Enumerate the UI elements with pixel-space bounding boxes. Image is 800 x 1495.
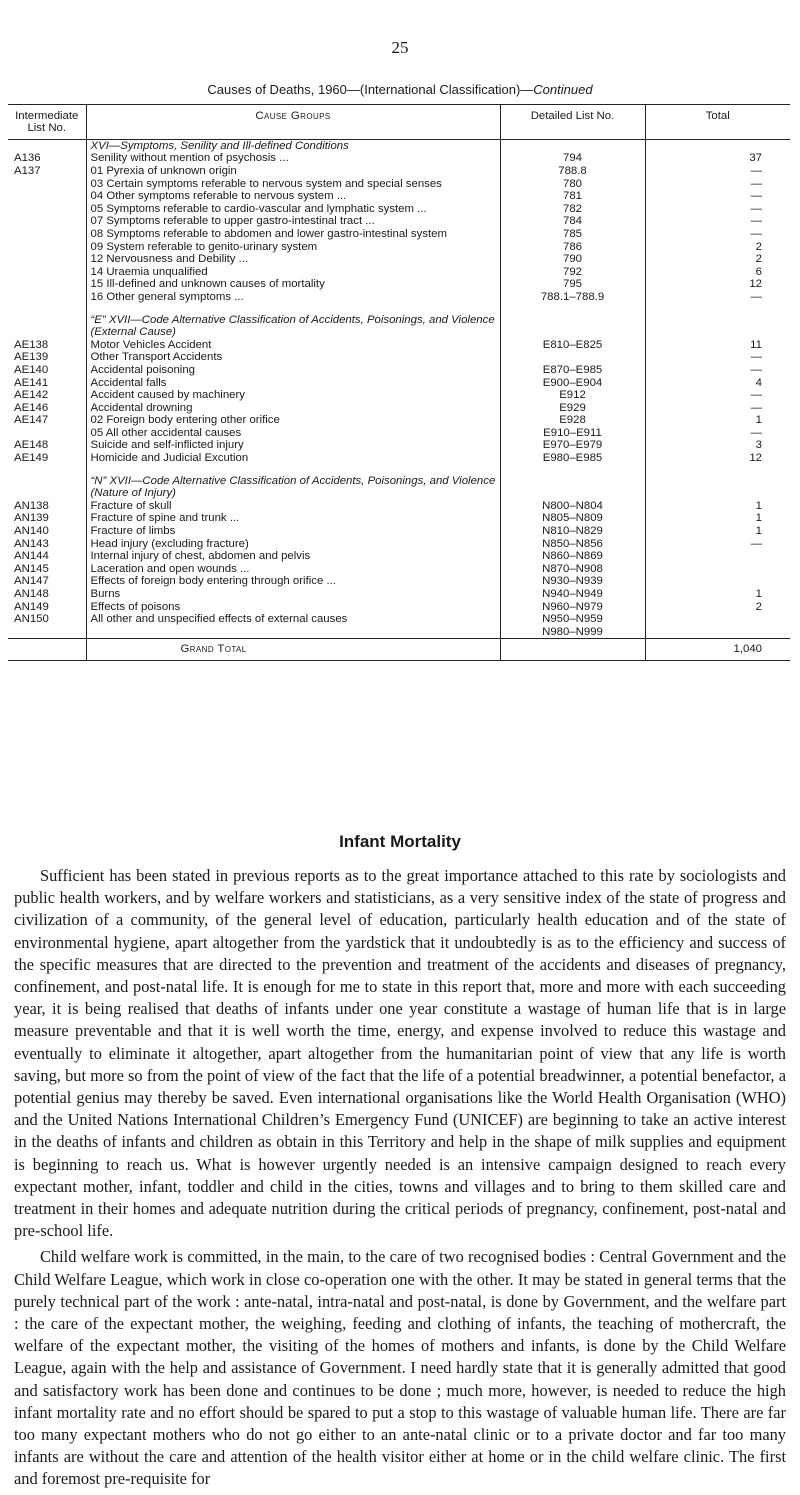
cause-group: Fracture of skull (86, 500, 500, 513)
detailed-list-no: 782 (500, 203, 645, 216)
intermediate-list-no: AE141 (14, 376, 49, 389)
cause-group: 16 Other general symptoms ... (86, 291, 500, 304)
total-value: — (645, 228, 790, 241)
cause-group: 14 Uraemia unqualified (86, 266, 500, 279)
spacer-cell (500, 304, 645, 314)
header-detailed-list-no: Detailed List No. (500, 105, 645, 140)
total-value: — (645, 427, 790, 440)
grand-total-row (8, 639, 790, 661)
intermediate-list-no (8, 266, 86, 279)
cause-group: Other Transport Accidents (86, 351, 500, 364)
intermediate-list-no (8, 203, 86, 216)
intermediate-list-no: AE146 (14, 401, 49, 414)
table-row (8, 512, 790, 525)
cause-group: Homicide and Judicial Excution (86, 452, 500, 465)
table-header-row (8, 105, 790, 140)
intermediate-cell (8, 139, 86, 152)
table-caption (0, 82, 800, 97)
table-row (8, 291, 790, 304)
detailed-cell (500, 314, 645, 339)
intermediate-list-no: A137 (14, 165, 41, 177)
cause-group: Laceration and open wounds ... (86, 563, 500, 576)
detailed-list-no: 788.1–788.9 (500, 291, 645, 304)
intermediate-list-no (8, 278, 86, 291)
spacer-cell (86, 465, 500, 475)
total-value (645, 575, 790, 588)
spacer-cell (645, 304, 790, 314)
total-value: 1 (645, 414, 790, 427)
page-number: 25 (391, 38, 409, 57)
total-value: 37 (645, 152, 790, 165)
intermediate-list-no: AN138 (14, 499, 49, 512)
detailed-list-no: N940–N949 (500, 588, 645, 601)
table-row (8, 215, 790, 228)
table-row (8, 563, 790, 576)
table-row (8, 364, 790, 377)
intermediate-list-no (8, 190, 86, 203)
article-paragraph: Child welfare work is committed, in the main, to the care of two recognised bodies : Central Government and the Child Welfare League, which work in close co-operation one with the other. It may be stated in general terms that the purely technical part of the work : ante-natal, intra-natal and post-natal, is done by Government, and the welfare part : the care of the expectant mother, the weighing, feeding and clothing of infants, the teaching of mothercraft, the welfare of the expectant mother, the visiting of the homes of mothers and infants, is done by the Child Welfare League, again with the help and assistance of Government. I need hardly state that it is generally admitted that good and satisfactory work has been done and continues to be done ; much more, however, is needed to reduce the high infant mortality rate and no effort should be spared to put a stop to this wastage of valuable human life. There are far too many expectant mothers who do not go either to an ante-natal clinic or to a private doctor and far too many infants are without the care and attention of the health visitor either at home or in the child welfare clinic. The first and foremost pre-requisite for (14, 1247, 786, 1489)
table-row (8, 550, 790, 563)
table-row (8, 626, 790, 639)
grand-total-value: 1,040 (645, 639, 790, 661)
intermediate-list-no: AE149 (14, 452, 49, 465)
caption-main: Causes of Deaths, 1960—(International Classification)— (207, 82, 534, 97)
total-value: 4 (645, 377, 790, 390)
total-value: — (645, 165, 790, 178)
section-heading: XVI—Symptoms, Senility and Ill-defined Conditions (86, 139, 500, 152)
total-value: 11 (645, 339, 790, 352)
intermediate-list-no: AN144 (14, 550, 49, 563)
detailed-list-no: N810–N829 (500, 525, 645, 538)
infant-mortality-article (14, 832, 786, 1495)
table-row (8, 339, 790, 352)
table-row (8, 389, 790, 402)
detailed-list-no: N800–N804 (500, 500, 645, 513)
intermediate-cell (8, 475, 86, 500)
detailed-list-no: N850–N856 (500, 538, 645, 551)
total-value: 1 (645, 500, 790, 513)
intermediate-list-no: AE148 (14, 439, 49, 452)
total-value: 12 (645, 278, 790, 291)
table-row (8, 253, 790, 266)
cause-group: Internal injury of chest, abdomen and pelvis (86, 550, 500, 563)
detailed-list-no: E928 (500, 414, 645, 427)
cause-group: 01 Pyrexia of unknown origin (86, 165, 500, 178)
intermediate-cell (8, 639, 86, 661)
cause-group: 12 Nervousness and Debility ... (86, 253, 500, 266)
cause-group: 08 Symptoms referable to abdomen and lower gastro-intestinal system (86, 228, 500, 241)
detailed-list-no: N870–N908 (500, 563, 645, 576)
header-total: Total (645, 105, 790, 140)
intermediate-list-no: AE138 (14, 338, 49, 351)
table-row (8, 452, 790, 465)
table-row (8, 414, 790, 427)
total-value: — (645, 351, 790, 364)
intermediate-list-no: AE147 (14, 414, 49, 427)
table-row (8, 152, 790, 165)
detailed-cell (500, 639, 645, 661)
cause-group: Head injury (excluding fracture) (86, 538, 500, 551)
total-value: 2 (645, 253, 790, 266)
cause-group: 07 Symptoms referable to upper gastro-intestinal tract ... (86, 215, 500, 228)
intermediate-list-no: AE139 (14, 351, 49, 364)
total-value: 12 (645, 452, 790, 465)
section-heading-row (8, 475, 790, 500)
table-spacer-row (8, 465, 790, 475)
cause-group: 15 Ill-defined and unknown causes of mortality (86, 278, 500, 291)
total-value: — (645, 190, 790, 203)
detailed-list-no: 795 (500, 278, 645, 291)
spacer-cell (8, 465, 86, 475)
cause-group: Suicide and self-inflicted injury (86, 439, 500, 452)
caption-continued: Continued (533, 82, 593, 97)
table-row (8, 601, 790, 614)
intermediate-list-no: AN149 (14, 600, 49, 613)
table-body (8, 139, 790, 660)
spacer-cell (86, 304, 500, 314)
intermediate-list-no: A136 (14, 152, 41, 165)
detailed-list-no: E910–E911 (500, 427, 645, 440)
section-heading-row (8, 139, 790, 152)
detailed-list-no: N860–N869 (500, 550, 645, 563)
cause-group (86, 626, 500, 639)
header-cause-groups: Cause Groups (86, 105, 500, 140)
detailed-cell (500, 139, 645, 152)
total-value (645, 563, 790, 576)
total-value: 3 (645, 439, 790, 452)
grand-total-cell (86, 639, 500, 661)
cause-group: Accident caused by machinery (86, 389, 500, 402)
total-value (645, 550, 790, 563)
total-value: 1 (645, 525, 790, 538)
cause-group: Fracture of limbs (86, 525, 500, 538)
intermediate-list-no (8, 253, 86, 266)
spacer-cell (8, 304, 86, 314)
cause-group: All other and unspecified effects of external causes (86, 613, 500, 626)
table-row (8, 203, 790, 216)
cause-group: Accidental drowning (86, 402, 500, 415)
detailed-list-no: E929 (500, 402, 645, 415)
total-value: 2 (645, 601, 790, 614)
detailed-list-no: 792 (500, 266, 645, 279)
total-value (645, 613, 790, 626)
cause-group: 04 Other symptoms referable to nervous system ... (86, 190, 500, 203)
intermediate-list-no (8, 228, 86, 241)
detailed-list-no: 784 (500, 215, 645, 228)
detailed-list-no: E970–E979 (500, 439, 645, 452)
table-row (8, 377, 790, 390)
intermediate-list-no (8, 427, 86, 440)
table-row (8, 190, 790, 203)
detailed-list-no: 781 (500, 190, 645, 203)
table-row (8, 538, 790, 551)
table-row (8, 241, 790, 254)
cause-group: Motor Vehicles Accident (86, 339, 500, 352)
detailed-list-no: 788.8 (500, 165, 645, 178)
intermediate-list-no (8, 215, 86, 228)
intermediate-list-no (8, 178, 86, 191)
table-row (8, 439, 790, 452)
total-cell (645, 314, 790, 339)
detailed-list-no: E912 (500, 389, 645, 402)
total-value: — (645, 364, 790, 377)
cause-group: Effects of poisons (86, 601, 500, 614)
intermediate-list-no: AN145 (14, 562, 49, 575)
table-row (8, 266, 790, 279)
spacer-cell (645, 465, 790, 475)
intermediate-list-no: AE140 (14, 363, 49, 376)
total-value: — (645, 291, 790, 304)
cause-group: Senility without mention of psychosis ... (86, 152, 500, 165)
intermediate-list-no: AE142 (14, 389, 49, 402)
intermediate-list-no (8, 626, 86, 639)
intermediate-list-no: AN148 (14, 588, 49, 600)
detailed-list-no: E980–E985 (500, 452, 645, 465)
cause-group: Accidental falls (86, 377, 500, 390)
intermediate-list-no: AN150 (14, 613, 49, 626)
intermediate-list-no: AN140 (14, 525, 49, 538)
total-value: 6 (645, 266, 790, 279)
detailed-list-no: E810–E825 (500, 339, 645, 352)
detailed-list-no: N960–N979 (500, 601, 645, 614)
grand-total-label: Grand Total (180, 643, 247, 656)
detailed-list-no: E900–E904 (500, 377, 645, 390)
section-heading: “E” XVII—Code Alternative Classification of Accidents, Poisonings, and Violence (External Cause) (86, 314, 500, 339)
cause-group: 03 Certain symptoms referable to nervous system and special senses (86, 178, 500, 191)
header-intermediate-list-no: Intermediate List No. (8, 105, 86, 140)
cause-group: Burns (86, 588, 500, 601)
cause-group: 05 Symptoms referable to cardio-vascular and lymphatic system ... (86, 203, 500, 216)
detailed-list-no: 785 (500, 228, 645, 241)
article-heading: Infant Mortality (339, 832, 461, 851)
total-value: — (645, 178, 790, 191)
cause-group: Fracture of spine and trunk ... (86, 512, 500, 525)
detailed-list-no: N950–N959 (500, 613, 645, 626)
detailed-list-no: E870–E985 (500, 364, 645, 377)
table-row (8, 613, 790, 626)
detailed-list-no: N930–N939 (500, 575, 645, 588)
detailed-cell (500, 475, 645, 500)
detailed-list-no: 794 (500, 152, 645, 165)
total-cell (645, 139, 790, 152)
spacer-cell (500, 465, 645, 475)
detailed-list-no: N805–N809 (500, 512, 645, 525)
section-heading-row (8, 314, 790, 339)
total-value: — (645, 215, 790, 228)
cause-group: 02 Foreign body entering other orifice (86, 414, 500, 427)
total-cell (645, 475, 790, 500)
table-row (8, 278, 790, 291)
cause-group: Effects of foreign body entering through orifice ... (86, 575, 500, 588)
total-value: 1 (645, 512, 790, 525)
article-paragraph: Sufficient has been stated in previous reports as to the great importance attached to this rate by sociologists and public health workers, and by welfare workers and statisticians, as a very sensitive index of the state of progress and civilization of a community, of the general level of education, particularly health education and of the state of environmental hygiene, apart altogether from the yardstick that it undoubtedly is as to the efficiency and success of the specific measures that are directed to the prevention and treatment of the accidents and diseases of pregnancy, confinement, and post-natal life. It is enough for me to state in this report that, more and more with each succeeding year, it is being realised that deaths of infants under one year constitute a wastage of human life that is in large measure preventable and that it is well worth the time, energy, and expense involved to reduce this wastage and eventually to eliminate it altogether, apart altogether from the humanitarian point of view that any life is worth saving, but more so from the point of view of the fact that the life of a potential breadwinner, a potential benefactor, a potential genius may thereby be saved. Even international organisations like the World Health Organisation (WHO) and the United Nations International Children’s Emergency Fund (UNICEF) are beginning to take an active interest in the deaths of infants and children as obtain in this Territory and help in the shape of milk supplies and equipment is beginning to reach us. What is however urgently needed is an intensive campaign designed to reach every expectant mother, infant, toddler and child in the cities, towns and villages and to bring to them skilled care and treatment in their homes and adequate nutrition during the critical periods of pregnancy, confinement, post-natal and pre-school life. (14, 866, 786, 1241)
section-heading: “N” XVII—Code Alternative Classification of Accidents, Poisonings, and Violence (Nature of Injury) (86, 475, 500, 500)
intermediate-cell (8, 314, 86, 339)
intermediate-list-no (8, 291, 86, 304)
intermediate-list-no (8, 241, 86, 254)
cause-group: 05 All other accidental causes (86, 427, 500, 440)
table-row (8, 165, 790, 178)
table-row (8, 525, 790, 538)
table-row (8, 500, 790, 513)
table-row (8, 351, 790, 364)
detailed-list-no (500, 351, 645, 364)
intermediate-list-no: AN143 (14, 537, 49, 550)
total-value: 1 (645, 588, 790, 601)
detailed-list-no: 780 (500, 178, 645, 191)
detailed-list-no: 786 (500, 241, 645, 254)
total-value: 2 (645, 241, 790, 254)
table-spacer-row (8, 304, 790, 314)
intermediate-list-no: AN147 (14, 575, 49, 588)
cause-group: Accidental poisoning (86, 364, 500, 377)
table-row (8, 178, 790, 191)
detailed-list-no: 790 (500, 253, 645, 266)
table-row (8, 402, 790, 415)
detailed-list-no: N980–N999 (500, 626, 645, 639)
total-value (645, 626, 790, 639)
total-value: — (645, 389, 790, 402)
total-value: — (645, 402, 790, 415)
intermediate-list-no: AN139 (14, 512, 49, 525)
total-value: — (645, 538, 790, 551)
table-row (8, 588, 790, 601)
table-row (8, 228, 790, 241)
cause-group: 09 System referable to genito-urinary system (86, 241, 500, 254)
table-row (8, 575, 790, 588)
total-value: — (645, 203, 790, 216)
causes-of-deaths-table (8, 104, 790, 661)
table-row (8, 427, 790, 440)
